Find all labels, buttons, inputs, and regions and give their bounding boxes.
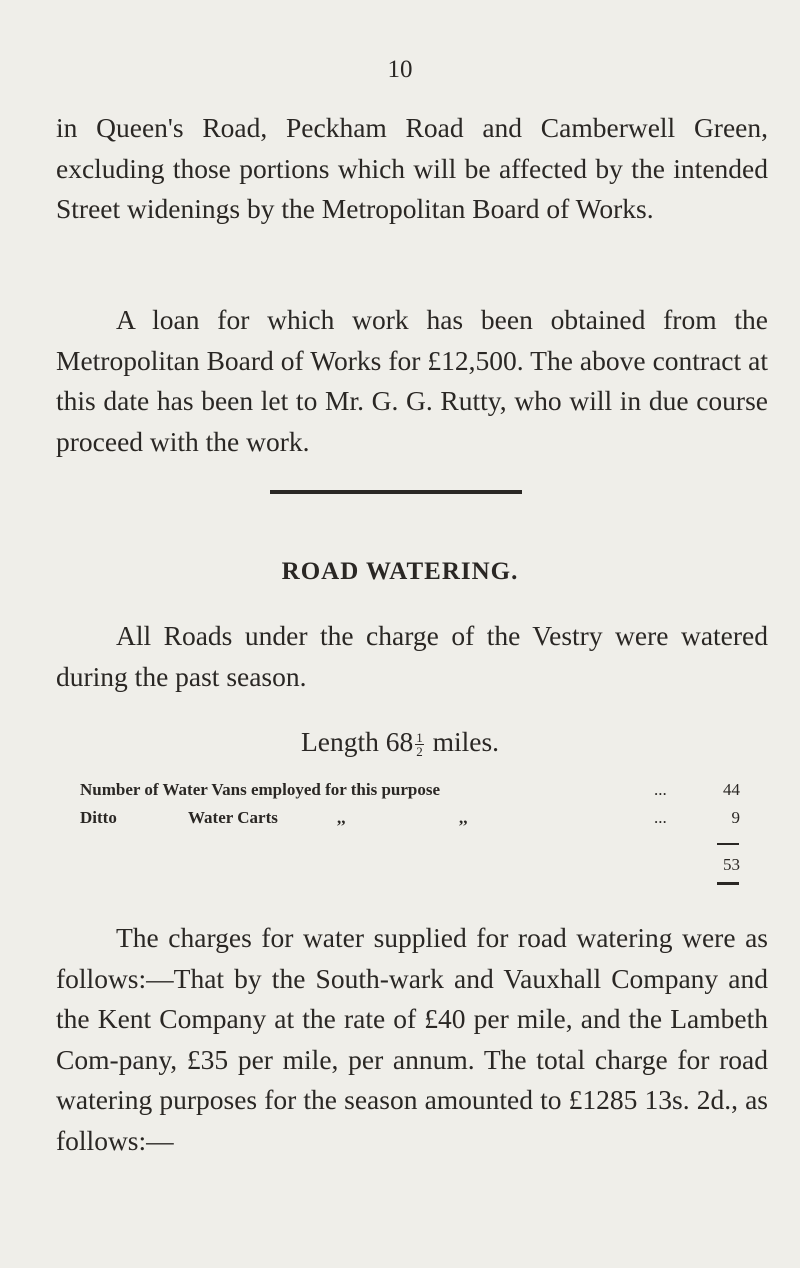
table-row [80, 808, 740, 832]
paragraph-1: in Queen's Road, Peckham Road and Camberwell Green, excluding those portions which will be affected by the intended Street widenings by the Metropolitan Board of Works. [56, 112, 768, 224]
ditto-mark: ,, [337, 808, 346, 827]
ditto-mark: ,, [459, 808, 468, 827]
row-value: 44 [723, 780, 740, 799]
row-label: Ditto [80, 808, 117, 827]
length-line [0, 722, 800, 762]
length-prefix: Length 68 [300, 726, 414, 757]
section-divider [270, 490, 522, 494]
paragraph-4-text: The charges for water supplied for road watering were as follows:—That by the South-wark and Vauxhall Company and the Kent Company at the rate of £40 per mile, and the Lambeth Com-pany, £35 per mile, per annum. The total charge for road watering purposes for the season amounted to £1285 13s. 2d., as follows:— [56, 922, 768, 1156]
row-leader-dots: ... [654, 808, 667, 827]
length-fraction [415, 731, 424, 758]
row-value: 9 [731, 808, 740, 827]
paragraph-4 [56, 918, 768, 1161]
row-label: Number of Water Vans employed for this purpose [80, 780, 441, 799]
total-rule [717, 882, 739, 885]
page-number: 10 [387, 56, 413, 83]
table-row [80, 780, 740, 804]
paragraph-2 [56, 300, 768, 462]
row-sublabel: Water Carts [188, 808, 278, 827]
section-heading: ROAD WATERING. [281, 558, 519, 585]
length-suffix: miles. [432, 726, 500, 757]
fraction-numerator: 1 [416, 730, 423, 746]
paragraph-3-text: All Roads under the charge of the Vestry were watered during the past season. [56, 620, 768, 692]
fraction-denominator: 2 [416, 744, 423, 760]
table-total: 53 [723, 855, 740, 874]
paragraph-3 [56, 616, 768, 697]
row-leader-dots: ... [654, 780, 667, 799]
sum-rule [717, 843, 739, 845]
paragraph-2-text: A loan for which work has been obtained from the Metropolitan Board of Works for £12,500. The above contract at this date has been let to Mr. G. G. Rutty, who will in due course proceed with the work. [56, 304, 768, 457]
